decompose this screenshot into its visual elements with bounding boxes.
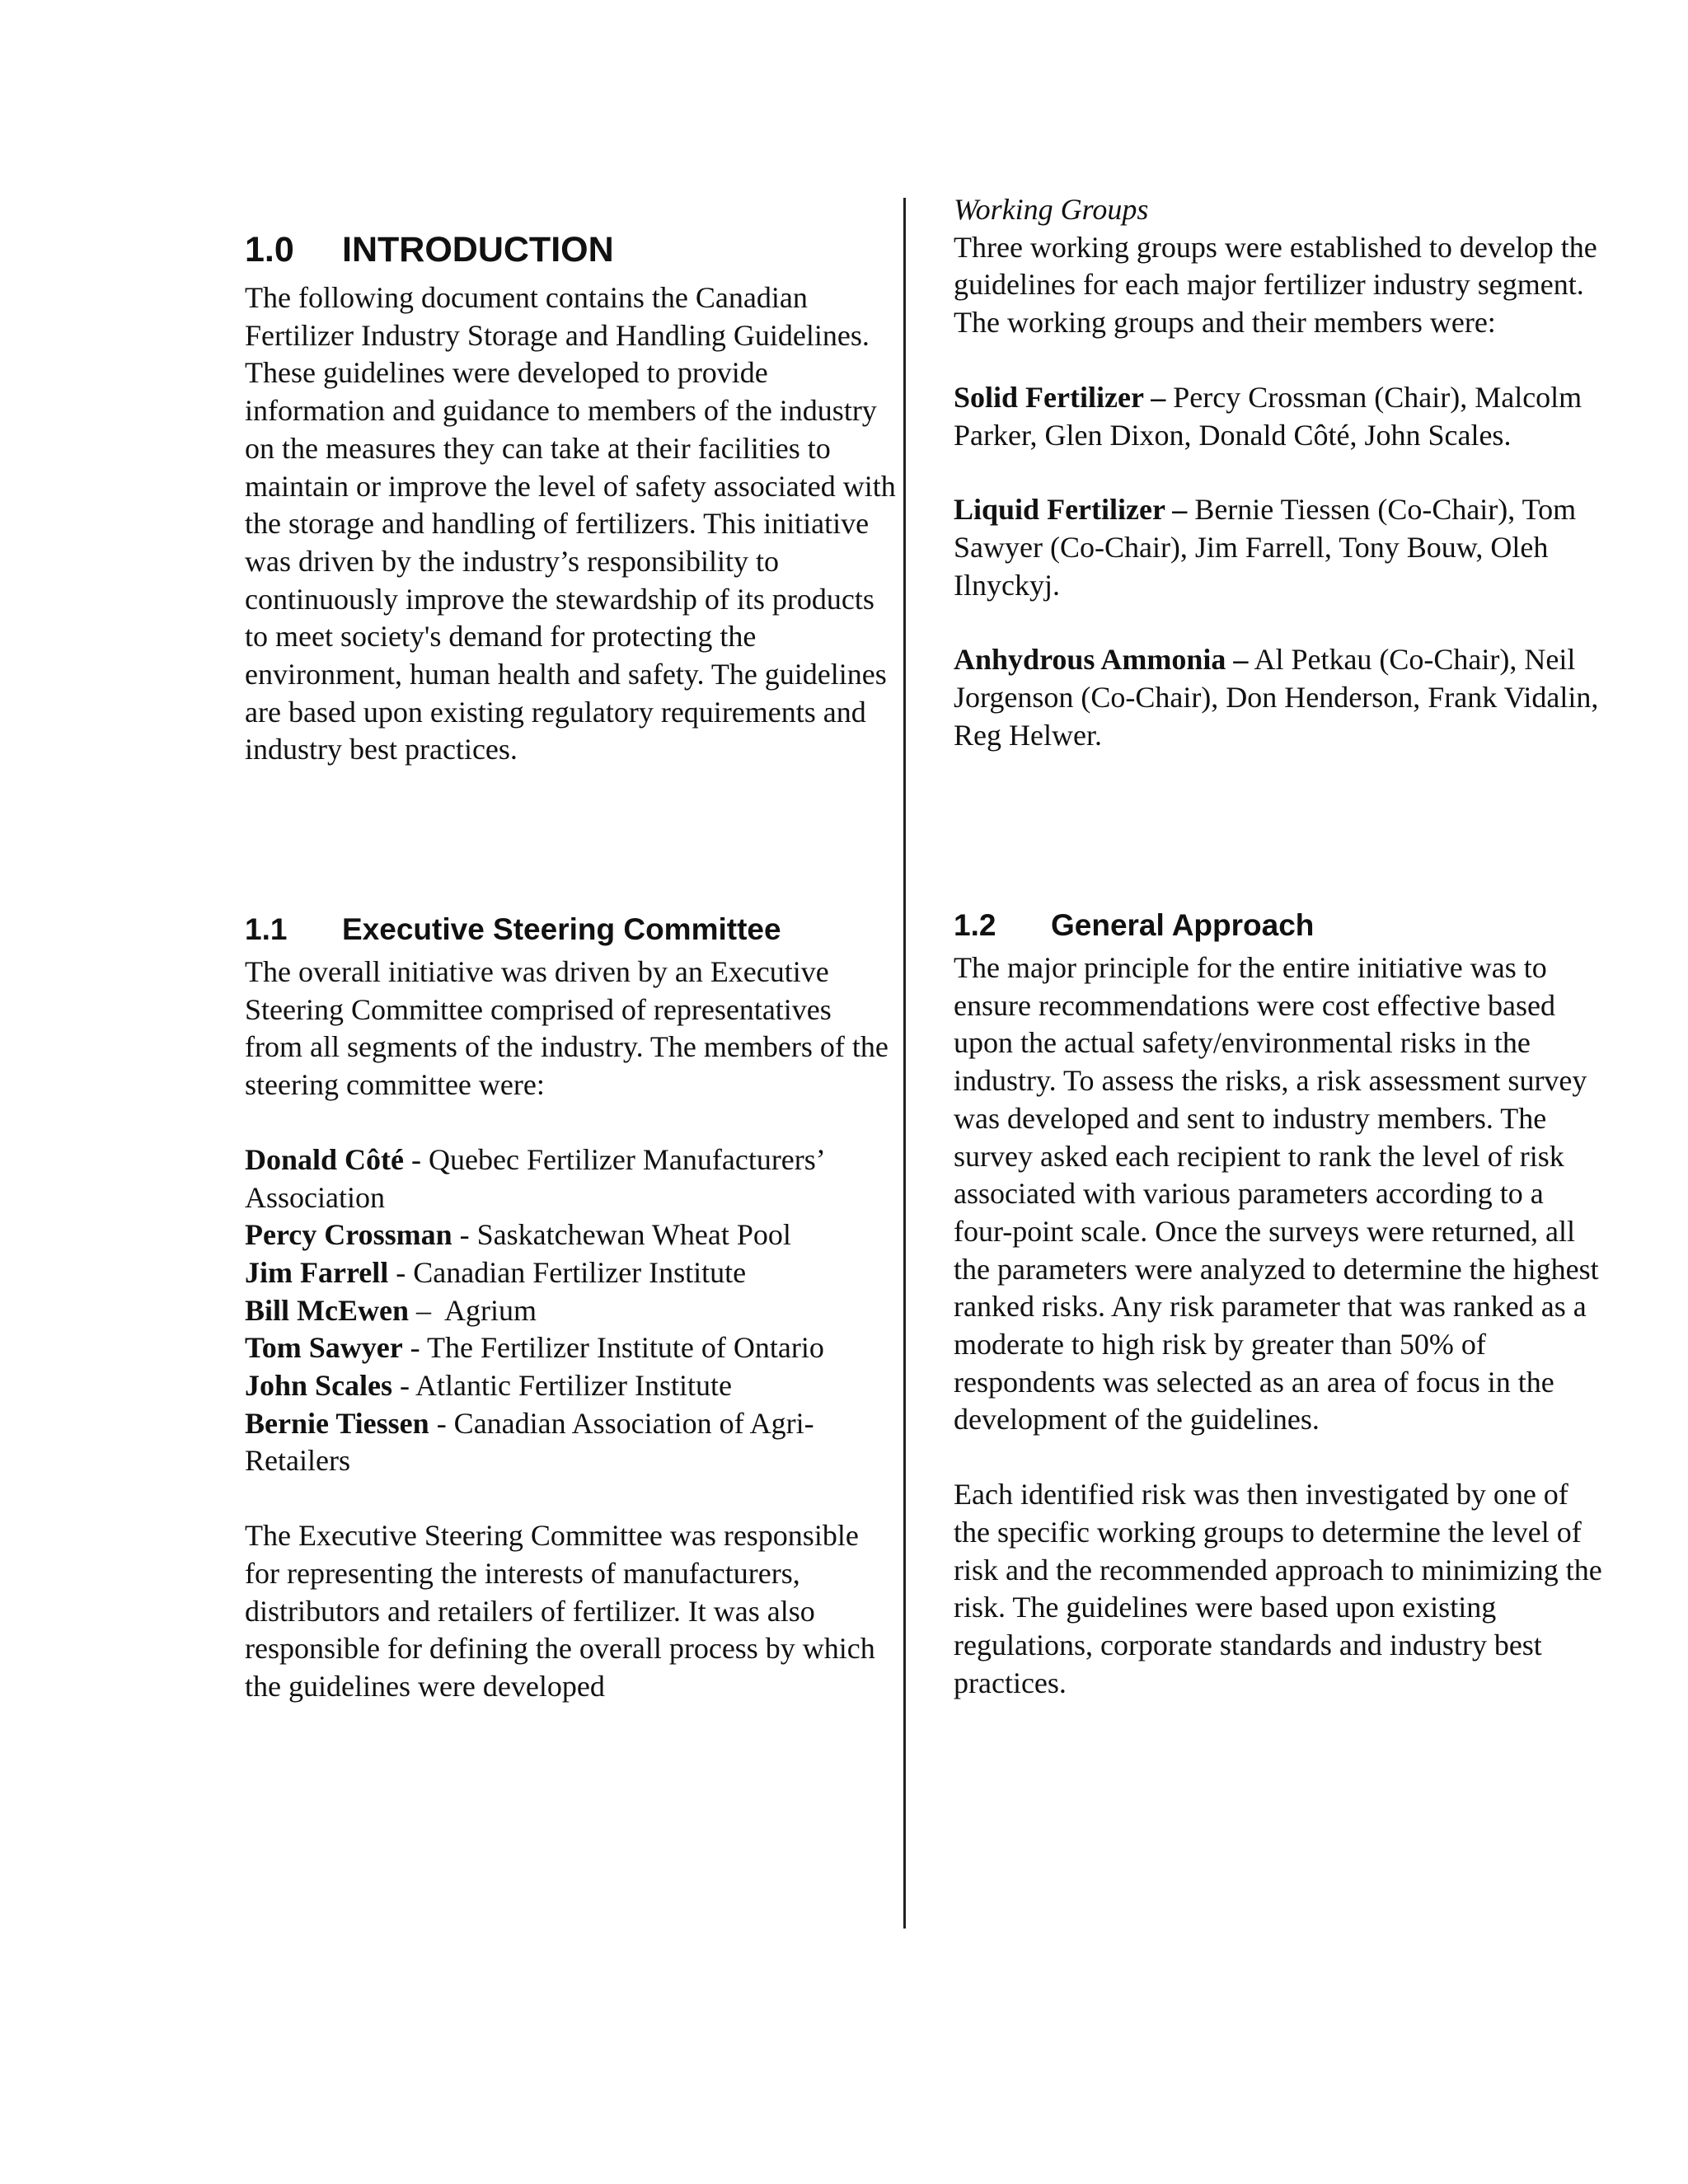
member-org: - Canadian Fertilizer Institute [388, 1255, 747, 1289]
working-groups-title: Working Groups [954, 193, 1149, 226]
steering-committee-intro: The overall initiative was driven by an Executive Steering Committee comprised of representatives from all segments of the industry. The members of the steering committee were: [245, 955, 889, 1102]
member-name: Jim Farrell [245, 1255, 389, 1289]
steering-committee-heading [245, 909, 896, 950]
introduction-section [245, 227, 896, 769]
member-name: Bernie Tiessen [245, 1406, 429, 1440]
member-org: - The Fertilizer Institute of Ontario [402, 1331, 824, 1365]
member-name: Percy Crossman [245, 1218, 452, 1252]
working-group-members: Percy Crossman (Chair), Malcolm Parker, Glen Dixon, Donald Côté, John Scales. [954, 380, 1582, 452]
introduction-title: INTRODUCTION [342, 230, 614, 269]
general-approach-number: 1.2 [954, 908, 996, 942]
member-org: - Canadian Association of Agri-Retailers [245, 1406, 814, 1478]
general-approach-section [954, 905, 1605, 1702]
member-name: Bill McEwen [245, 1293, 409, 1327]
steering-committee-number: 1.1 [245, 912, 288, 946]
working-groups-body: Three working groups were established to develop the guidelines for each major fertilizer industry segment. The working groups and their members were: [954, 230, 1597, 340]
working-group-name: Liquid Fertilizer – [954, 493, 1188, 527]
steering-member [245, 1216, 896, 1254]
member-org: - Quebec Fertilizer Manufacturers’ Association [245, 1142, 824, 1214]
steering-member [245, 1292, 896, 1330]
working-group-entry [954, 379, 1605, 454]
steering-committee-closing: The Executive Steering Committee was responsible for representing the interests of manufacturers, distributors and retailers of fertilizer. It was also responsible for defining the overall process by which the guidelines were developed [245, 1519, 875, 1703]
steering-member [245, 1254, 896, 1292]
steering-member [245, 1329, 896, 1367]
working-group-entry [954, 491, 1605, 604]
member-name: John Scales [245, 1369, 393, 1403]
general-approach-title: General Approach [1051, 908, 1315, 942]
working-group-name: Anhydrous Ammonia – [954, 643, 1249, 677]
steering-committee-member-list [245, 1141, 896, 1480]
member-org: – Agrium [408, 1293, 537, 1327]
general-approach-paragraph: The major principle for the entire initiative was to ensure recommendations were cost effective based upon the actual safety/environmental risks in the industry. To assess the risks, a risk assessment survey was developed and sent to industry members. The survey asked each recipient to rank the level of risk associated with various parameters according to a four-point scale. Once the surveys were returned, all the parameters were analyzed to determine the highest ranked risks. Any risk parameter that was ranked as a moderate to high risk by greater than 50% of respondents was selected as an area of focus in the development of the guidelines. [954, 951, 1599, 1436]
steering-committee-title: Executive Steering Committee [342, 912, 781, 946]
steering-committee-section [245, 909, 896, 1706]
introduction-number: 1.0 [245, 230, 294, 269]
member-name: Tom Sawyer [245, 1331, 403, 1365]
working-group-members: Al Petkau (Co-Chair), Neil Jorgenson (Co-Chair), Don Henderson, Frank Vidalin, Reg Helwer. [954, 643, 1599, 752]
member-org: - Saskatchewan Wheat Pool [452, 1218, 791, 1252]
steering-member [245, 1367, 896, 1405]
working-group-members: Bernie Tiessen (Co-Chair), Tom Sawyer (Co-Chair), Jim Farrell, Tony Bouw, Oleh Ilnyckyj. [954, 493, 1577, 602]
general-approach-heading [954, 905, 1605, 946]
steering-member [245, 1141, 896, 1216]
member-name: Donald Côté [245, 1142, 405, 1176]
working-group-name: Solid Fertilizer – [954, 380, 1166, 414]
general-approach-paragraph: Each identified risk was then investigated by one of the specific working groups to determine the level of risk and the recommended approach to minimizing the risk. The guidelines were based upon existing regulations, corporate standards and industry best practices. [954, 1478, 1602, 1699]
steering-member [245, 1405, 896, 1480]
introduction-body: The following document contains the Canadian Fertilizer Industry Storage and Handling Guidelines. These guidelines were developed to provide information and guidance to members of the industry on the measures they can take at their facilities to maintain or improve the level of safety associated with the storage and handling of fertilizers. This initiative was driven by the industry’s responsibility to continuously improve the stewardship of its products to meet society's demand for protecting the environment, human health and safety. The guidelines are based upon existing regulatory requirements and industry best practices. [245, 281, 896, 766]
column-divider [903, 198, 906, 1929]
working-groups-section [954, 191, 1605, 754]
introduction-heading [245, 227, 896, 273]
member-org: - Atlantic Fertilizer Institute [392, 1369, 732, 1403]
working-group-entry [954, 641, 1605, 754]
